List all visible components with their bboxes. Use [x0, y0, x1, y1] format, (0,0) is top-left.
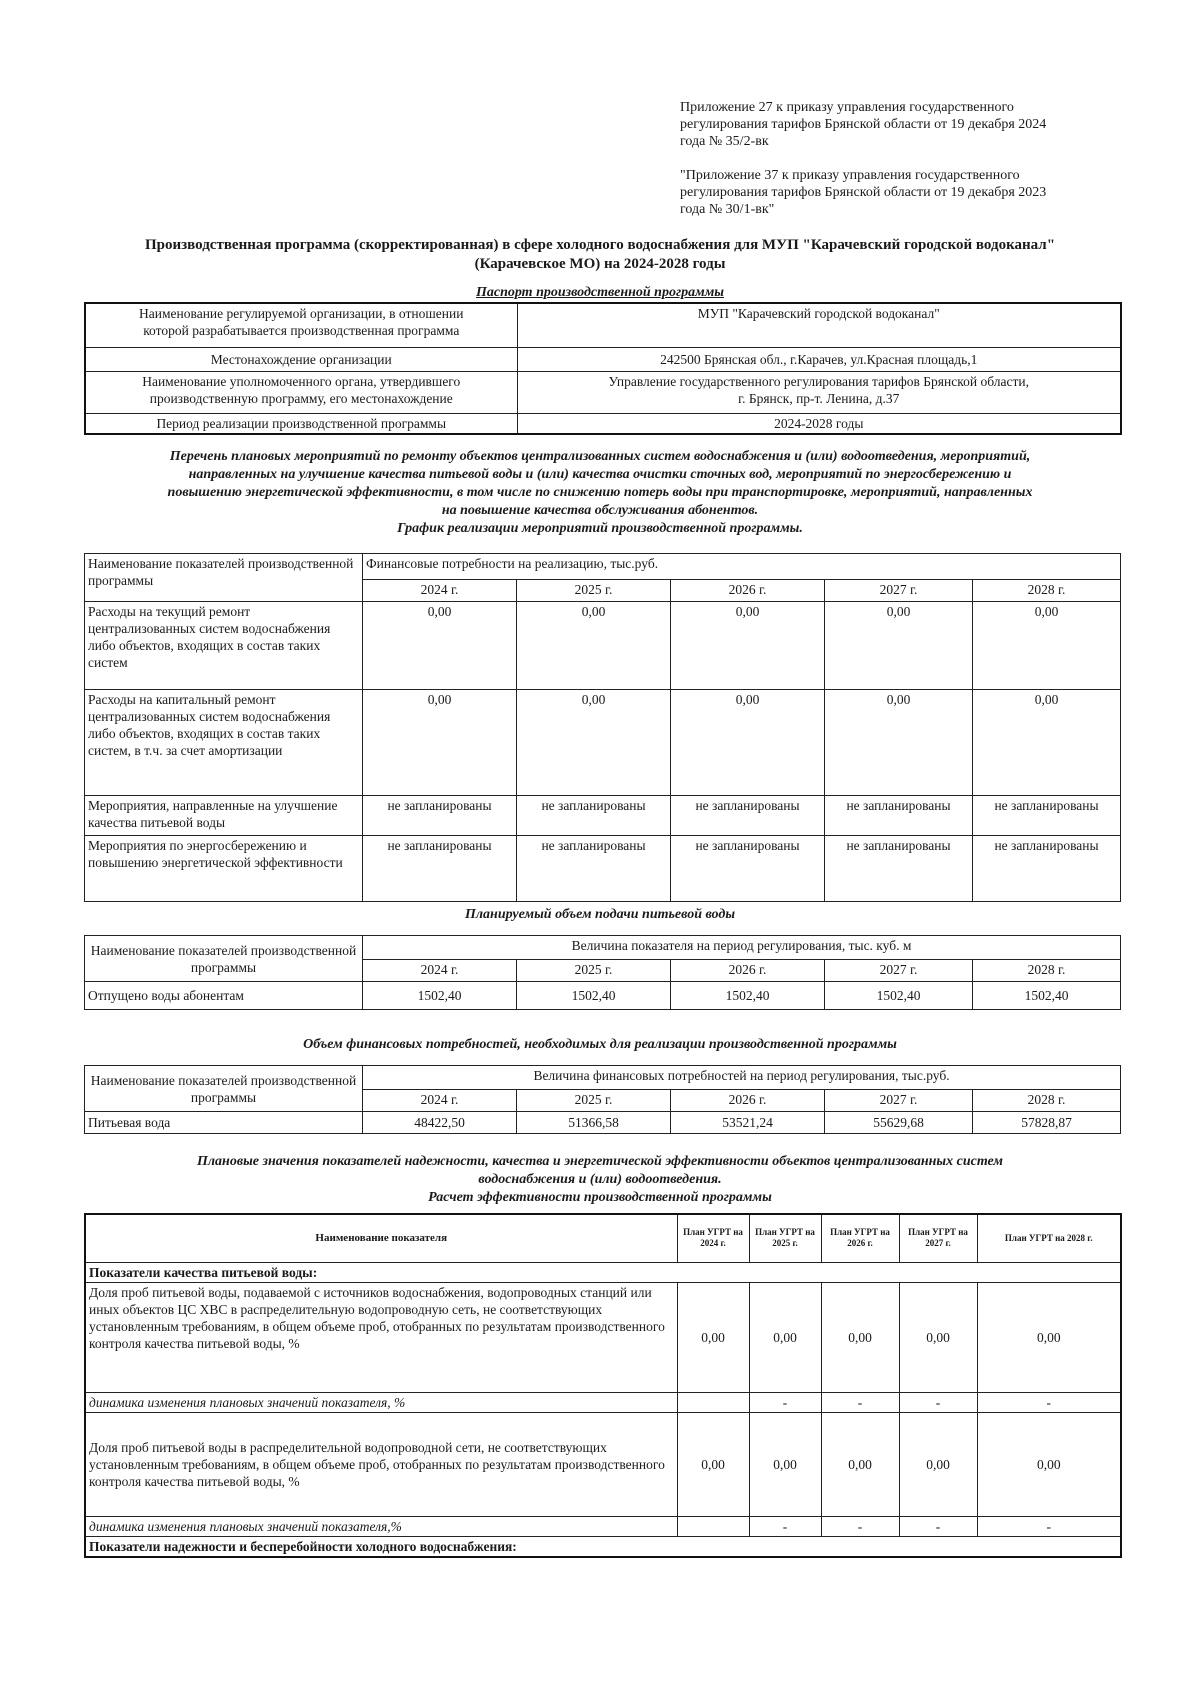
table-cell: 1502,40 — [825, 982, 973, 1010]
table-cell: не запланированы — [363, 836, 517, 902]
table-cell: 0,00 — [517, 602, 671, 690]
table-header-cell: Наименование показателей производственной программы — [85, 1066, 363, 1112]
table-cell — [517, 371, 1121, 413]
year-header: 2026 г. — [671, 1090, 825, 1112]
table-cell: 1502,40 — [671, 982, 825, 1010]
plan-header: План УГРТ на 2025 г. — [749, 1214, 821, 1262]
table-row — [85, 1112, 1121, 1134]
table-header-cell: Наименование показателей производственной программы — [85, 554, 363, 602]
table-cell: - — [821, 1392, 899, 1412]
year-header: 2027 г. — [825, 580, 973, 602]
section-title: Показатели качества питьевой воды: — [85, 1262, 1121, 1282]
table-header-cell: Наименование показателей производственной программы — [85, 936, 363, 982]
table-row — [85, 1392, 1121, 1412]
cell-line: Управление государственного регулирования тарифов Брянской области, — [608, 373, 1029, 389]
table-cell — [85, 371, 517, 413]
table-cell: не запланированы — [671, 796, 825, 836]
year-header: 2028 г. — [973, 960, 1121, 982]
table-cell: 53521,24 — [671, 1112, 825, 1134]
table-cell — [517, 413, 1121, 434]
table-cell: 0,00 — [977, 1282, 1121, 1392]
table-cell: - — [749, 1516, 821, 1536]
table-cell: 0,00 — [671, 690, 825, 796]
table-cell: 0,00 — [749, 1412, 821, 1516]
table-cell: 0,00 — [363, 602, 517, 690]
row-label: Доля проб питьевой воды, подаваемой с источников водоснабжения, водопроводных станций или иных объектов ЦС ХВС в распределительную водопроводную сеть, не соответствующих установленным требованиям, в общем объеме проб, отобранных по результатам производственного контроля качества питьевой воды, % — [85, 1282, 677, 1392]
table-cell: 1502,40 — [517, 982, 671, 1010]
table-cell: 0,00 — [821, 1412, 899, 1516]
table-row — [85, 303, 1121, 347]
table-cell: 1502,40 — [973, 982, 1121, 1010]
table-cell: - — [899, 1392, 977, 1412]
table-cell: 0,00 — [677, 1282, 749, 1392]
table-cell: 0,00 — [517, 690, 671, 796]
table-cell: 51366,58 — [517, 1112, 671, 1134]
table-row — [85, 1282, 1121, 1392]
table-cell: - — [749, 1392, 821, 1412]
section-title: Показатели надежности и бесперебойности холодного водоснабжения: — [85, 1536, 1121, 1557]
passport-heading: Паспорт производственной программы — [475, 285, 725, 300]
table-row — [85, 1536, 1121, 1557]
row-label: динамика изменения плановых значений показателя, % — [85, 1392, 677, 1412]
table-row — [85, 796, 1121, 836]
cell-line: г. Брянск, пр-т. Ленина, д.37 — [738, 390, 900, 406]
table-cell — [85, 413, 517, 434]
table-row — [85, 1262, 1121, 1282]
table-cell: 1502,40 — [363, 982, 517, 1010]
annex-line: года № 35/2-вк — [680, 134, 769, 149]
table-cell: - — [821, 1516, 899, 1536]
year-header: 2025 г. — [517, 1090, 671, 1112]
annex-line: регулирования тарифов Брянской области от 19 декабря 2024 — [680, 117, 1047, 132]
heading-line: водоснабжения и (или) водоотведения. — [478, 1172, 722, 1187]
table-row — [85, 1412, 1121, 1516]
table-cell: 0,00 — [977, 1412, 1121, 1516]
table-cell: 0,00 — [899, 1412, 977, 1516]
table-header-cell: Финансовые потребности на реализацию, тыс.руб. — [363, 554, 1121, 580]
year-header: 2027 г. — [825, 1090, 973, 1112]
indicators-heading — [80, 1153, 1120, 1207]
title-line: (Карачевское МО) на 2024-2028 годы — [474, 256, 726, 272]
table-cell: 0,00 — [749, 1282, 821, 1392]
table-cell: не запланированы — [973, 796, 1121, 836]
year-header: 2028 г. — [973, 1090, 1121, 1112]
table-cell: не запланированы — [825, 836, 973, 902]
table-cell — [517, 303, 1121, 347]
volume-table — [84, 935, 1121, 1010]
table-row — [85, 371, 1121, 413]
table-cell: 0,00 — [821, 1282, 899, 1392]
table-cell — [677, 1516, 749, 1536]
volume-heading: Планируемый объем подачи питьевой воды — [464, 907, 736, 922]
year-header: 2025 г. — [517, 580, 671, 602]
table-header-cell: Наименование показателя — [85, 1214, 677, 1262]
indicators-table — [84, 1213, 1122, 1558]
table-row — [85, 413, 1121, 434]
cell-line: Наименование уполномоченного органа, утвердившего — [142, 373, 461, 389]
cell-line: МУП "Карачевский городской водоканал" — [697, 306, 940, 321]
row-label: динамика изменения плановых значений показателя,% — [85, 1516, 677, 1536]
plan-header: План УГРТ на 2024 г. — [677, 1214, 749, 1262]
table-cell: не запланированы — [363, 796, 517, 836]
table-cell: - — [977, 1516, 1121, 1536]
table-cell: 57828,87 — [973, 1112, 1121, 1134]
table-cell: не запланированы — [671, 836, 825, 902]
year-header: 2024 г. — [363, 960, 517, 982]
plan-header: План УГРТ на 2027 г. — [899, 1214, 977, 1262]
cell-line: Период реализации производственной программы — [156, 415, 447, 431]
measures-heading — [80, 448, 1120, 538]
table-row — [85, 602, 1121, 690]
row-label: Мероприятия по энергосбережению и повышению энергетической эффективности — [85, 836, 363, 902]
table-cell — [677, 1392, 749, 1412]
heading-line: на повышение качества обслуживания абонентов. — [441, 503, 759, 518]
finance-table — [84, 1065, 1121, 1134]
table-cell: - — [899, 1516, 977, 1536]
table-cell: - — [977, 1392, 1121, 1412]
table-row — [85, 1214, 1121, 1262]
annex-line: Приложение 27 к приказу управления государственного — [680, 100, 1014, 115]
passport-table — [84, 302, 1122, 435]
table-cell — [85, 347, 517, 371]
table-row — [85, 982, 1121, 1010]
annex-line: "Приложение 37 к приказу управления государственного — [680, 168, 1020, 183]
table-cell: 0,00 — [825, 602, 973, 690]
table-cell: 0,00 — [899, 1282, 977, 1392]
table-row — [85, 1066, 1121, 1090]
heading-line: повышению энергетической эффективности, в том числе по снижению потерь воды при транспортировке, мероприятий, направленных — [167, 485, 1033, 500]
heading-line: График реализации мероприятий производственной программы. — [397, 521, 803, 536]
table-cell — [517, 347, 1121, 371]
document-title — [80, 236, 1120, 274]
row-label: Доля проб питьевой воды в распределительной водопроводной сети, не соответствующих установленным требованиям, в общем объеме проб, отобранных по результатам производственного контроля качества питьевой воды, % — [85, 1412, 677, 1516]
year-header: 2026 г. — [671, 580, 825, 602]
cell-line: производственную программу, его местонахождение — [149, 390, 453, 406]
cell-line: 242500 Брянская обл., г.Карачев, ул.Красная площадь,1 — [660, 351, 978, 367]
table-row — [85, 1516, 1121, 1536]
finance-heading: Объем финансовых потребностей, необходимых для реализации производственной программы — [303, 1037, 897, 1052]
row-label: Отпущено воды абонентам — [85, 982, 363, 1010]
year-header: 2024 г. — [363, 1090, 517, 1112]
cell-line: Местонахождение организации — [210, 351, 392, 367]
year-header: 2026 г. — [671, 960, 825, 982]
table-cell: 55629,68 — [825, 1112, 973, 1134]
table-row — [85, 347, 1121, 371]
table-cell: не запланированы — [517, 796, 671, 836]
table-cell: 0,00 — [671, 602, 825, 690]
table-cell: не запланированы — [517, 836, 671, 902]
table-header-cell: Величина финансовых потребностей на период регулирования, тыс.руб. — [363, 1066, 1121, 1090]
heading-line: Плановые значения показателей надежности, качества и энергетической эффективности объектов централизованных систем — [196, 1154, 1004, 1169]
heading-line: Расчет эффективности производственной программы — [428, 1190, 772, 1205]
previous-annex-reference — [680, 167, 1120, 218]
annex-line: регулирования тарифов Брянской области от 19 декабря 2023 — [680, 185, 1047, 200]
plan-header: План УГРТ на 2028 г. — [977, 1214, 1121, 1262]
cell-line: Наименование регулируемой организации, в отношении — [139, 306, 464, 321]
table-row — [85, 690, 1121, 796]
table-row — [85, 554, 1121, 580]
year-header: 2027 г. — [825, 960, 973, 982]
table-cell: 0,00 — [363, 690, 517, 796]
year-header: 2028 г. — [973, 580, 1121, 602]
heading-line: направленных на улучшение качества питьевой воды и (или) качества очистки сточных вод, мероприятий по энергосбережению и — [188, 467, 1012, 482]
row-label: Мероприятия, направленные на улучшение качества питьевой воды — [85, 796, 363, 836]
table-cell: 0,00 — [825, 690, 973, 796]
table-cell: не запланированы — [973, 836, 1121, 902]
table-row — [85, 936, 1121, 960]
cell-line: которой разрабатывается производственная программа — [143, 323, 460, 338]
table-cell: 0,00 — [677, 1412, 749, 1516]
table-cell: не запланированы — [825, 796, 973, 836]
table-cell: 0,00 — [973, 690, 1121, 796]
table-cell: 48422,50 — [363, 1112, 517, 1134]
plan-header: План УГРТ на 2026 г. — [821, 1214, 899, 1262]
cell-line: 2024-2028 годы — [774, 415, 864, 431]
annex-reference — [680, 99, 1120, 150]
row-label: Расходы на капитальный ремонт централизованных систем водоснабжения либо объектов, входящих в состав таких систем, в т.ч. за счет амортизации — [85, 690, 363, 796]
table-header-cell: Величина показателя на период регулирования, тыс. куб. м — [363, 936, 1121, 960]
table-cell: 0,00 — [973, 602, 1121, 690]
heading-line: Перечень плановых мероприятий по ремонту объектов централизованных систем водоснабжения и (или) водоотведения, мероприятий, — [169, 449, 1031, 464]
year-header: 2024 г. — [363, 580, 517, 602]
annex-line: года № 30/1-вк" — [680, 202, 775, 217]
table-cell — [85, 303, 517, 347]
year-header: 2025 г. — [517, 960, 671, 982]
row-label: Расходы на текущий ремонт централизованных систем водоснабжения либо объектов, входящих в состав таких систем — [85, 602, 363, 690]
schedule-table — [84, 553, 1121, 902]
row-label: Питьевая вода — [85, 1112, 363, 1134]
title-line: Производственная программа (скорректированная) в сфере холодного водоснабжения для МУП "Карачевский городской водоканал" — [144, 237, 1056, 253]
table-row — [85, 836, 1121, 902]
